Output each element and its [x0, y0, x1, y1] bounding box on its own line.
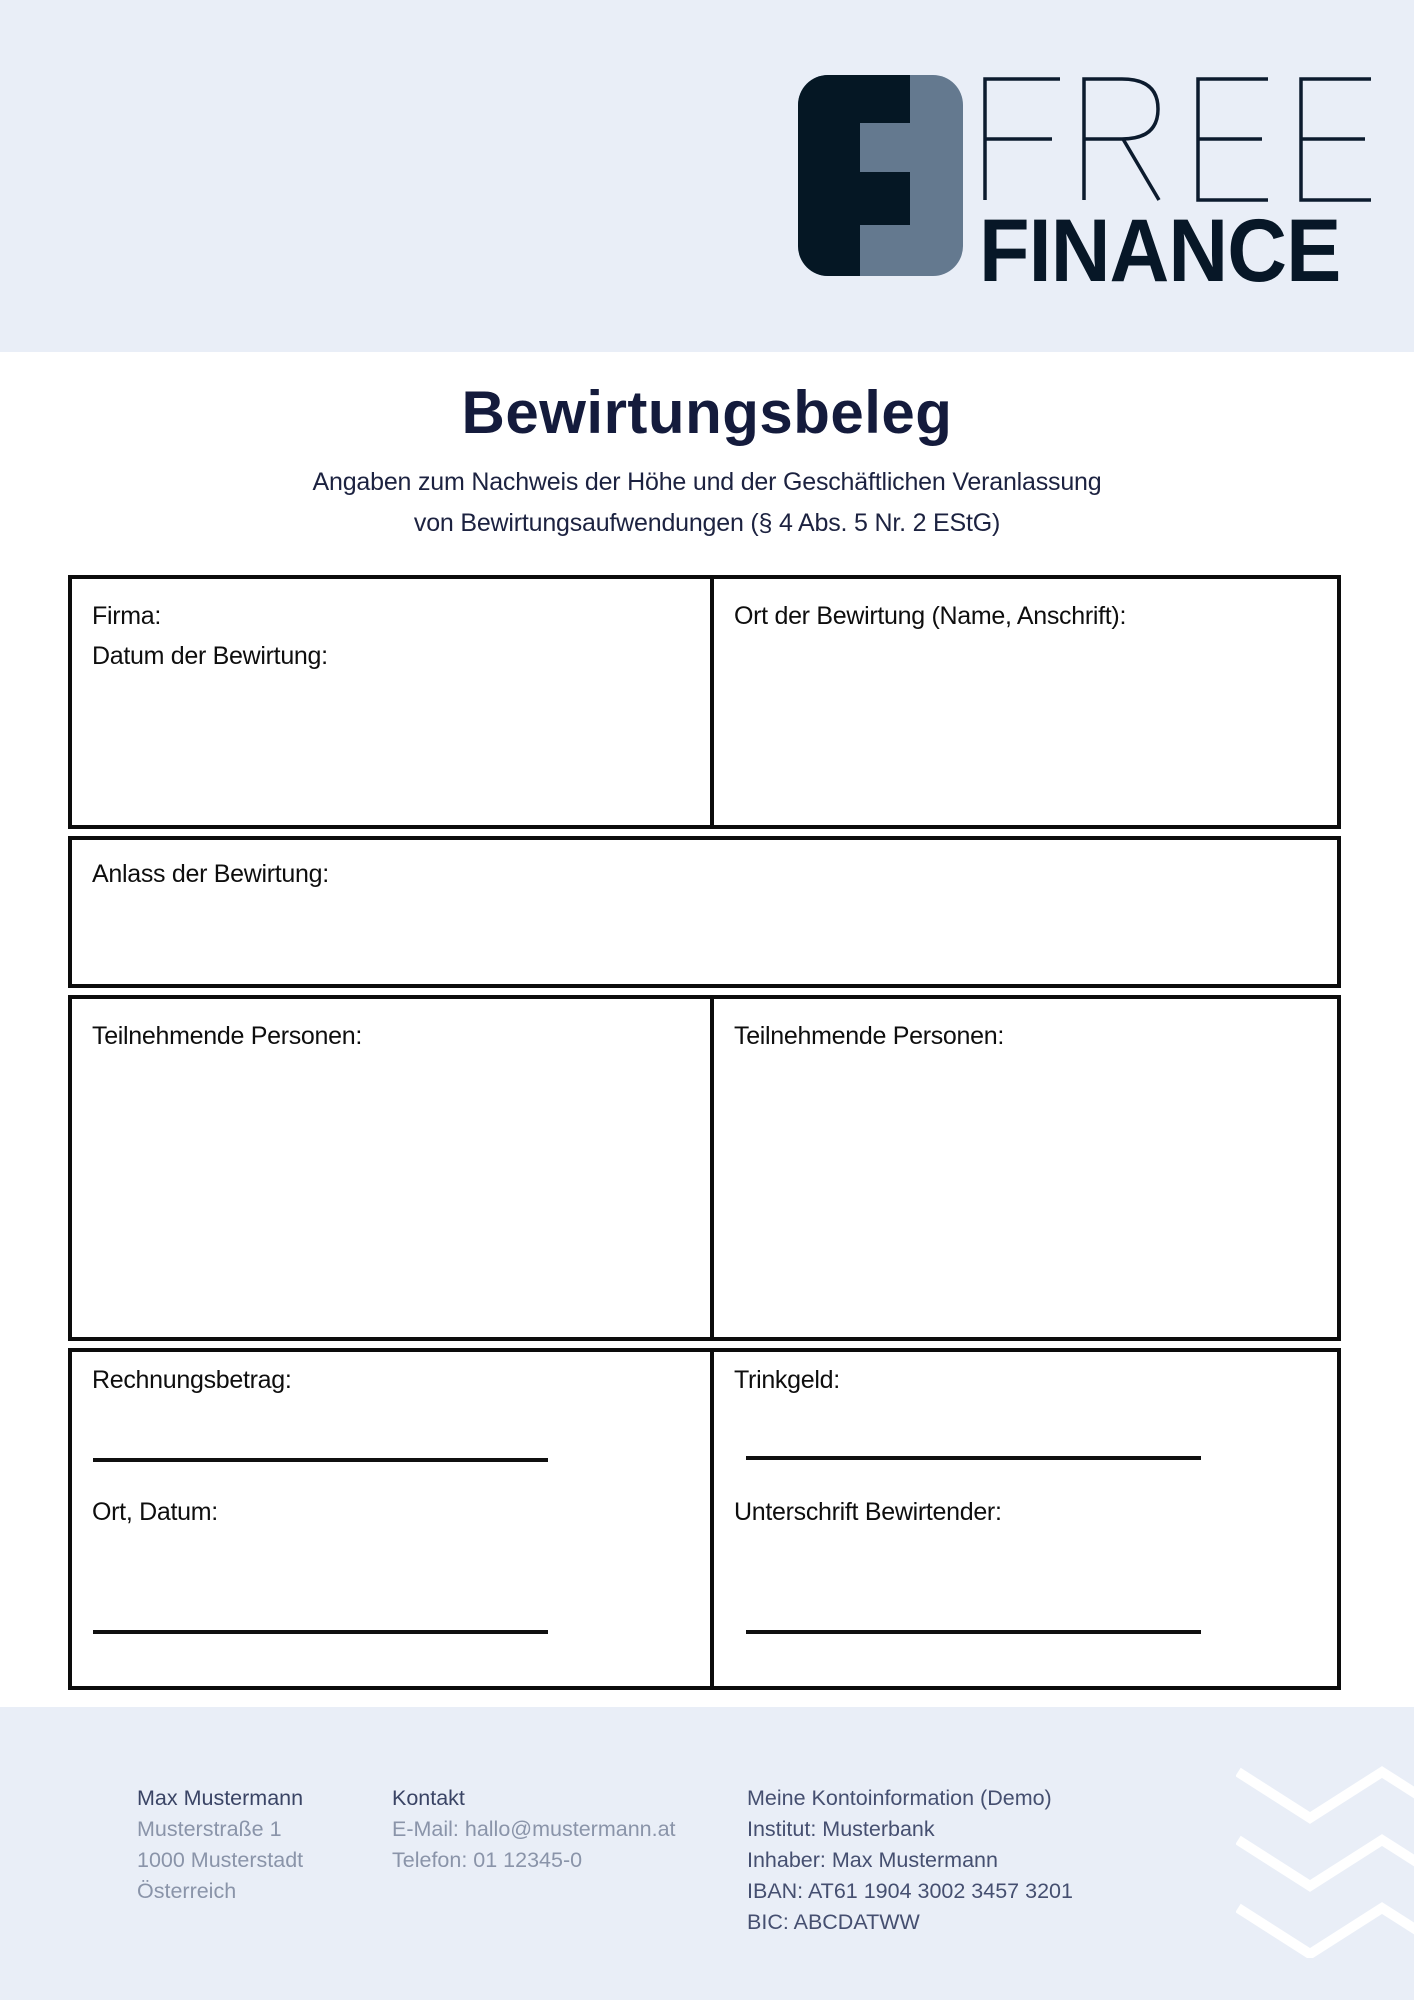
footer-street: Musterstraße 1: [137, 1817, 282, 1841]
subtitle-line-2: von Bewirtungsaufwendungen (§ 4 Abs. 5 Nr. 2 EStG): [413, 509, 1001, 537]
footer-email: E-Mail: hallo@mustermann.at: [392, 1817, 676, 1841]
page-subtitle: [0, 462, 1414, 544]
footer-inhaber: Inhaber: Max Mustermann: [747, 1848, 998, 1872]
personen-rechts-label: Teilnehmende Personen:: [734, 1022, 1004, 1050]
cell-personen-rechts: [714, 999, 1337, 1337]
ort-datum-label: Ort, Datum:: [92, 1498, 218, 1526]
triple-chevron-icon: [1236, 1762, 1414, 1958]
footer-iban: IBAN: AT61 1904 3002 3457 3201: [747, 1879, 1073, 1903]
footer-address: [137, 1783, 303, 1907]
form-row-personen: [68, 995, 1341, 1341]
form-row-firma-ort: [68, 575, 1341, 829]
footer-bic: BIC: ABCDATWW: [747, 1910, 920, 1934]
subtitle-line-1: Angaben zum Nachweis der Höhe und der Geschäftlichen Veranlassung: [312, 468, 1102, 496]
footer-account-heading: Meine Kontoinformation (Demo): [747, 1786, 1052, 1810]
datum-bewirtung-label: Datum der Bewirtung:: [92, 642, 328, 670]
brand-finance-wordmark: FINANCE: [979, 200, 1341, 300]
page-title: Bewirtungsbeleg: [461, 379, 953, 446]
brand-free-wordmark: [981, 77, 1375, 202]
form-row-betrag-unterschrift: [68, 1348, 1341, 1690]
footer-name: Max Mustermann: [137, 1786, 304, 1810]
footer-city: 1000 Musterstadt: [137, 1848, 304, 1872]
form-row-anlass: [68, 836, 1341, 988]
cell-personen-links: [72, 999, 714, 1337]
footer-institut: Institut: Musterbank: [747, 1817, 935, 1841]
ort-bewirtung-label: Ort der Bewirtung (Name, Anschrift):: [734, 602, 1127, 630]
cell-firma-datum: [72, 579, 714, 825]
rechnungsbetrag-signature-line: [93, 1458, 548, 1462]
unterschrift-signature-line: [746, 1630, 1201, 1634]
personen-links-label: Teilnehmende Personen:: [92, 1022, 362, 1050]
footer-phone: Telefon: 01 12345-0: [392, 1848, 583, 1872]
unterschrift-label: Unterschrift Bewirtender:: [734, 1498, 1002, 1526]
ort-datum-signature-line: [93, 1630, 548, 1634]
trinkgeld-signature-line: [746, 1456, 1201, 1460]
trinkgeld-label: Trinkgeld:: [734, 1366, 840, 1394]
firma-label: Firma:: [92, 602, 162, 630]
anlass-label: Anlass der Bewirtung:: [92, 860, 329, 888]
cell-trinkgeld-unterschrift: [714, 1352, 1337, 1686]
footer-account-info: [747, 1783, 1073, 1938]
cell-rechnungsbetrag: [72, 1352, 714, 1686]
footer-country: Österreich: [137, 1879, 237, 1903]
cell-ort-bewirtung: [714, 579, 1337, 825]
rechnungsbetrag-label: Rechnungsbetrag:: [92, 1366, 292, 1394]
footer-contact-heading: Kontakt: [392, 1786, 465, 1810]
cell-anlass: [72, 840, 1337, 984]
freefinance-f-icon: [798, 75, 963, 276]
footer-contact: [392, 1783, 676, 1876]
